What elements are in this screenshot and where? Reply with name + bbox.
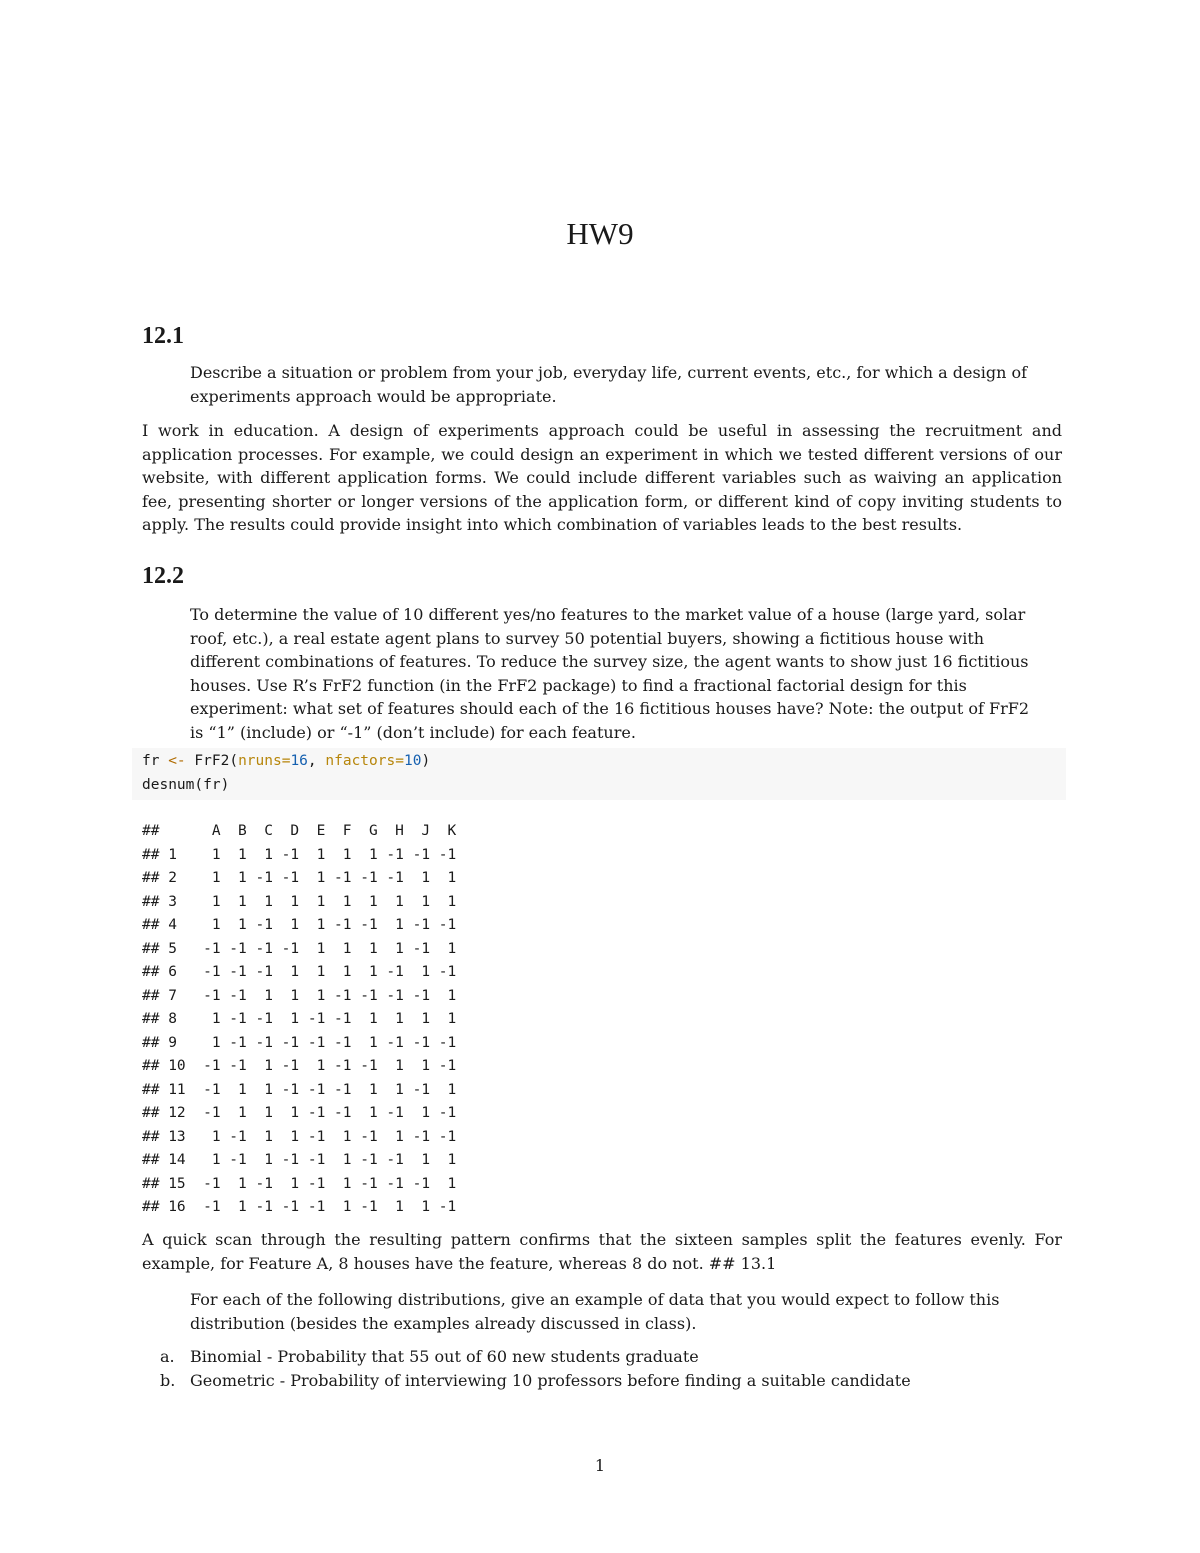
output-row: ## 8 1 -1 -1 1 -1 -1 1 1 1 1 <box>142 1011 457 1027</box>
output-row: ## 16 -1 1 -1 -1 -1 1 -1 1 1 -1 <box>142 1199 457 1215</box>
output-row: ## 4 1 1 -1 1 1 -1 -1 1 -1 -1 <box>142 917 457 933</box>
list-marker: a. <box>160 1347 175 1366</box>
list-marker: b. <box>160 1370 176 1390</box>
code-token: FrF2( <box>185 753 239 769</box>
code-arg-nfactors: nfactors= <box>325 753 404 769</box>
code-number: 10 <box>403 753 422 769</box>
answer-12-1: I work in education. A design of experiments approach could be useful in assessing the recruitment and application processes. For example, we could design an experiment in which we tested different versions of our website, with different application forms. We could include different variables such as waiving an application fee, presenting shorter or longer versions of the application form, or different kind of copy inviting students to apply. The results could provide insight into which combination of variables leads to the best results. <box>142 421 1062 534</box>
output-row: ## 2 1 1 -1 -1 1 -1 -1 -1 1 1 <box>142 870 457 886</box>
distribution-list <box>160 1345 911 1392</box>
output-row: ## 10 -1 -1 1 -1 1 -1 -1 1 1 -1 <box>142 1058 457 1074</box>
question-12-1: Describe a situation or problem from your job, everyday life, current events, etc., for which a design of experiments approach would be appropriate. <box>190 363 1028 406</box>
code-token: ) <box>421 753 431 769</box>
code-line-1 <box>142 750 1056 774</box>
section-heading-12-2: 12.2 <box>142 563 184 589</box>
list-item-text: Binomial - Probability that 55 out of 60 new students graduate <box>190 1347 699 1366</box>
code-number: 16 <box>290 753 308 769</box>
code-line-2: desnum(fr) <box>142 776 230 793</box>
r-code-block <box>132 748 1066 800</box>
output-row: ## 5 -1 -1 -1 -1 1 1 1 1 -1 1 <box>142 940 457 957</box>
answer-12-2: A quick scan through the resulting pattern confirms that the sixteen samples split the features evenly. For example, for Feature A, 8 houses have the feature, whereas 8 do not. ## 13.1 <box>142 1230 1062 1273</box>
output-row: ## 13 1 -1 1 1 -1 1 -1 1 -1 -1 <box>142 1128 457 1145</box>
code-token: fr <box>142 753 169 769</box>
output-row: ## 9 1 -1 -1 -1 -1 -1 1 -1 -1 -1 <box>142 1034 457 1051</box>
document-title: HW9 <box>566 216 634 251</box>
section-heading-12-1: 12.1 <box>142 323 184 349</box>
output-row: ## 15 -1 1 -1 1 -1 1 -1 -1 -1 1 <box>142 1175 457 1192</box>
r-output-table <box>142 820 456 1220</box>
output-row: ## 6 -1 -1 -1 1 1 1 1 -1 1 -1 <box>142 964 457 980</box>
list-item <box>160 1369 911 1393</box>
output-row: ## 1 1 1 1 -1 1 1 1 -1 -1 -1 <box>142 846 457 863</box>
question-13-1: For each of the following distributions, give an example of data that you would expect to follow this distribution (besides the examples already discussed in class). <box>190 1290 1000 1333</box>
question-12-2: To determine the value of 10 different yes/no features to the market value of a house (large yard, solar roof, etc.), a real estate agent plans to survey 50 potential buyers, showing a fictitious house with different combinations of features. To reduce the survey size, the agent wants to show just 16 fictitious houses. Use R’s FrF2 function (in the FrF2 package) to find a fractional factorial design for this experiment: what set of features should each of the 16 fictitious houses have? Note: the output of FrF2 is “1” (include) or “-1” (don’t include) for each feature. <box>190 605 1030 742</box>
code-token: , <box>307 753 326 769</box>
code-assign-operator: <- <box>168 753 186 769</box>
output-row: ## 11 -1 1 1 -1 -1 -1 1 1 -1 1 <box>142 1081 457 1098</box>
output-row: ## 12 -1 1 1 1 -1 -1 1 -1 1 -1 <box>142 1105 457 1121</box>
list-item-text: Geometric - Probability of interviewing 10 professors before finding a suitable candidate <box>190 1370 911 1390</box>
output-row: ## 3 1 1 1 1 1 1 1 1 1 1 <box>142 893 457 910</box>
output-row: ## 14 1 -1 1 -1 -1 1 -1 -1 1 1 <box>142 1152 457 1168</box>
output-header-row: ## A B C D E F G H J K <box>142 823 457 839</box>
output-row: ## 7 -1 -1 1 1 1 -1 -1 -1 -1 1 <box>142 987 457 1004</box>
list-item <box>160 1345 911 1369</box>
code-arg-nruns: nruns= <box>238 753 291 769</box>
page-number: 1 <box>594 1456 606 1475</box>
